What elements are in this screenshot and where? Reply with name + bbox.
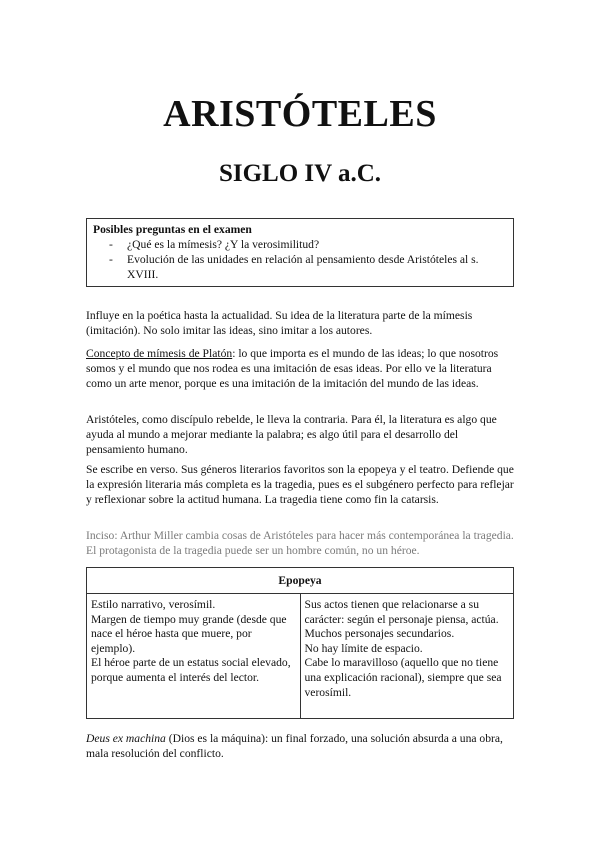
table-header: Epopeya: [87, 568, 513, 594]
page-subtitle: SIGLO IV a.C.: [218, 160, 382, 187]
plato-mimesis-label: Concepto de mímesis de Platón: [86, 347, 233, 360]
table-cell-line: Cabe lo maravilloso (aquello que no tiene una explicación racional), siempre que sea verosímil.: [304, 656, 502, 699]
exam-questions-heading: Posibles preguntas en el examen: [93, 223, 252, 236]
table-column-right: [301, 594, 514, 719]
list-item: [109, 237, 507, 252]
table-cell-line: Margen de tiempo muy grande (desde que nace el héroe hasta que muere, por ejemplo).: [91, 612, 287, 655]
paragraph-plato-mimesis: [86, 346, 518, 392]
bullet-dash: -: [109, 253, 113, 266]
deus-ex-machina-term: Deus ex machina: [86, 732, 166, 745]
exam-questions-list: [93, 237, 507, 282]
bullet-dash: -: [109, 238, 113, 251]
table-cell-line: Estilo narrativo, verosímil.: [91, 598, 216, 611]
list-item: [109, 252, 507, 282]
paragraph-deus-ex-machina: [86, 731, 518, 761]
paragraph-aristotle-view: Aristóteles, como discípulo rebelde, le lleva la contraria. Para él, la literatura es algo que ayuda al mundo a mejorar mediante la palabra; es algo útil para el desarrollo del pensamiento humano.: [86, 413, 497, 457]
list-item-text: Evolución de las unidades en relación al pensamiento desde Aristóteles al s. XVIII.: [127, 253, 479, 281]
table-cell-line: Sus actos tienen que relacionarse a su carácter: según el personaje piensa, actúa.: [304, 598, 499, 626]
deus-ex-machina-text: (Dios es la máquina): un final forzado, una solución absurda a una obra, mala resolución del conflicto.: [86, 732, 503, 761]
page-title: ARISTÓTELES: [163, 93, 437, 135]
paragraph-influence: Influye en la poética hasta la actualidad. Su idea de la literatura parte de la mímesis (imitación). No solo imitar las ideas, sino imitar a los autores.: [86, 309, 473, 338]
table-cell-line: Muchos personajes secundarios.: [304, 627, 455, 641]
plato-mimesis-text: : lo que importa es el mundo de las ideas; lo que nosotros somos y el mundo que nos rodea es una imitación de esas ideas. Por ello ve la literatura como un arte menor, porque es una imitación de la imitación del mundo de las ideas.: [86, 347, 499, 391]
table-cell-line: El héroe parte de un estatus social elevado, porque aumenta el interés del lector.: [91, 656, 291, 684]
table-column-left: [87, 594, 301, 719]
paragraph-aside-miller: Inciso: Arthur Miller cambia cosas de Aristóteles para hacer más contemporánea la tragedia. El protagonista de la tragedia puede ser un hombre común, no un héroe.: [86, 529, 514, 558]
paragraph-genres: Se escribe en verso. Sus géneros literarios favoritos son la epopeya y el teatro. Defiende que la expresión literaria más completa es la tragedia, pues es el subgénero perfecto para reflejar y reflexionar sobre la actitud humana. La tragedia tiene como fin la catarsis.: [86, 463, 514, 507]
list-item-text: ¿Qué es la mímesis? ¿Y la verosimilitud?: [127, 238, 320, 251]
table-cell-line: No hay límite de espacio.: [304, 641, 423, 655]
exam-questions-box: [86, 218, 514, 287]
epopeya-table: [86, 567, 514, 719]
